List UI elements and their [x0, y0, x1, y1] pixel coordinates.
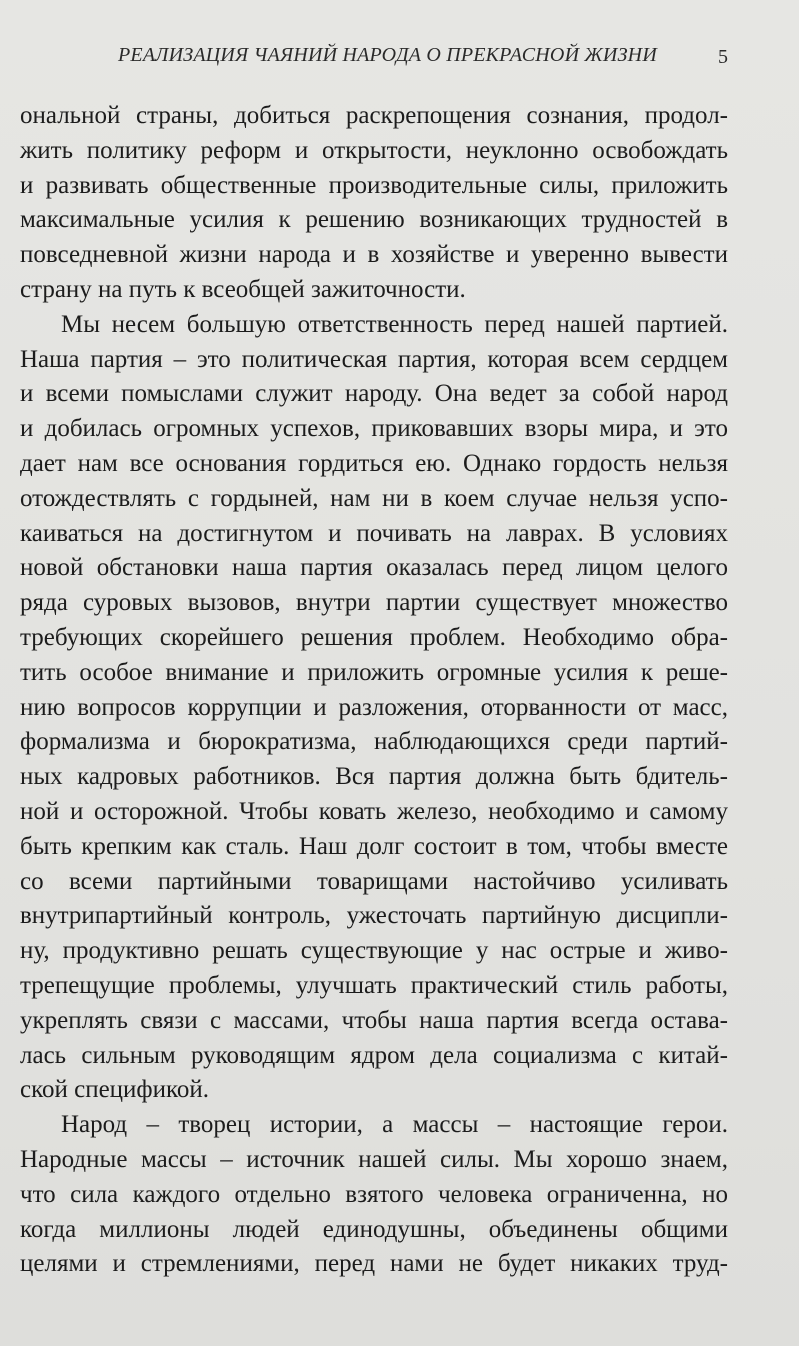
text-line: максимальные усилия к решению возникающих трудностей в — [20, 206, 728, 234]
text-line: укреплять связи с массами, чтобы наша партия всегда остава- — [20, 1006, 728, 1034]
text-line: быть крепким как сталь. Наш долг состоит в том, чтобы вместе — [20, 832, 728, 860]
text-line: что сила каждого отдельно взятого человека ограниченна, но — [20, 1180, 728, 1208]
text-line: новой обстановки наша партия оказалась перед лицом целого — [20, 554, 728, 582]
text-line: ской спецификой. — [20, 1076, 210, 1104]
paragraph-2 — [20, 308, 728, 1108]
page-number: 5 — [718, 46, 728, 68]
body-text — [20, 99, 728, 1282]
text-line: повседневной жизни народа и в хозяйстве и уверенно вывести — [20, 241, 728, 269]
text-line: дает нам все основания гордиться ею. Однако гордость нельзя — [20, 449, 728, 477]
text-line: нию вопросов коррупции и разложения, оторванности от масс, — [20, 693, 728, 721]
paragraph-1 — [20, 99, 728, 308]
text-line: каиваться на достигнутом и почивать на лаврах. В условиях — [20, 519, 728, 547]
text-line: Наша партия – это политическая партия, которая всем сердцем — [20, 345, 728, 373]
text-line: и добилась огромных успехов, приковавших взоры мира, и это — [20, 415, 728, 443]
text-line: трепещущие проблемы, улучшать практический стиль работы, — [20, 971, 728, 999]
text-line: жить политику реформ и открытости, неуклонно освобождать — [20, 136, 728, 164]
text-line: требующих скорейшего решения проблем. Необходимо обра- — [20, 623, 728, 651]
text-line: лась сильным руководящим ядром дела социализма с китай- — [20, 1041, 728, 1069]
text-line: страну на путь к всеобщей зажиточности. — [20, 275, 466, 303]
running-title: РЕАЛИЗАЦИЯ ЧАЯНИЙ НАРОДА О ПРЕКРАСНОЙ ЖИЗНИ — [118, 44, 657, 66]
text-line: Народ – творец истории, а массы – настоящие герои. — [61, 1111, 728, 1139]
text-line: ональной страны, добиться раскрепощения сознания, продол- — [20, 102, 728, 129]
text-line: ряда суровых вызовов, внутри партии существует множество — [20, 589, 728, 617]
text-line: ных кадровых работников. Вся партия должна быть бдитель- — [20, 763, 728, 791]
text-line: ну, продуктивно решать существующие у нас острые и живо- — [20, 937, 728, 965]
text-line: Мы несем большую ответственность перед нашей партией. — [61, 310, 728, 338]
text-line: когда миллионы людей единодушны, объединены общими — [20, 1215, 728, 1243]
text-line: целями и стремлениями, перед нами не будет никаких труд- — [20, 1250, 728, 1278]
text-line: тить особое внимание и приложить огромные усилия к реше- — [20, 658, 728, 686]
text-line: и всеми помыслами служит народу. Она ведет за собой народ — [20, 380, 728, 408]
text-line: отождествлять с гордыней, нам ни в коем случае нельзя успо- — [20, 484, 728, 512]
text-line: ной и осторожной. Чтобы ковать железо, необходимо и самому — [20, 797, 728, 825]
paragraph-3 — [20, 1108, 728, 1282]
text-line: и развивать общественные производительные силы, приложить — [20, 171, 728, 199]
text-line: формализма и бюрократизма, наблюдающихся среди партий- — [20, 728, 728, 756]
text-line: внутрипартийный контроль, ужесточать партийную дисципли- — [20, 902, 728, 930]
text-line: со всеми партийными товарищами настойчиво усиливать — [20, 867, 728, 895]
text-line: Народные массы – источник нашей силы. Мы хорошо знаем, — [20, 1145, 728, 1173]
